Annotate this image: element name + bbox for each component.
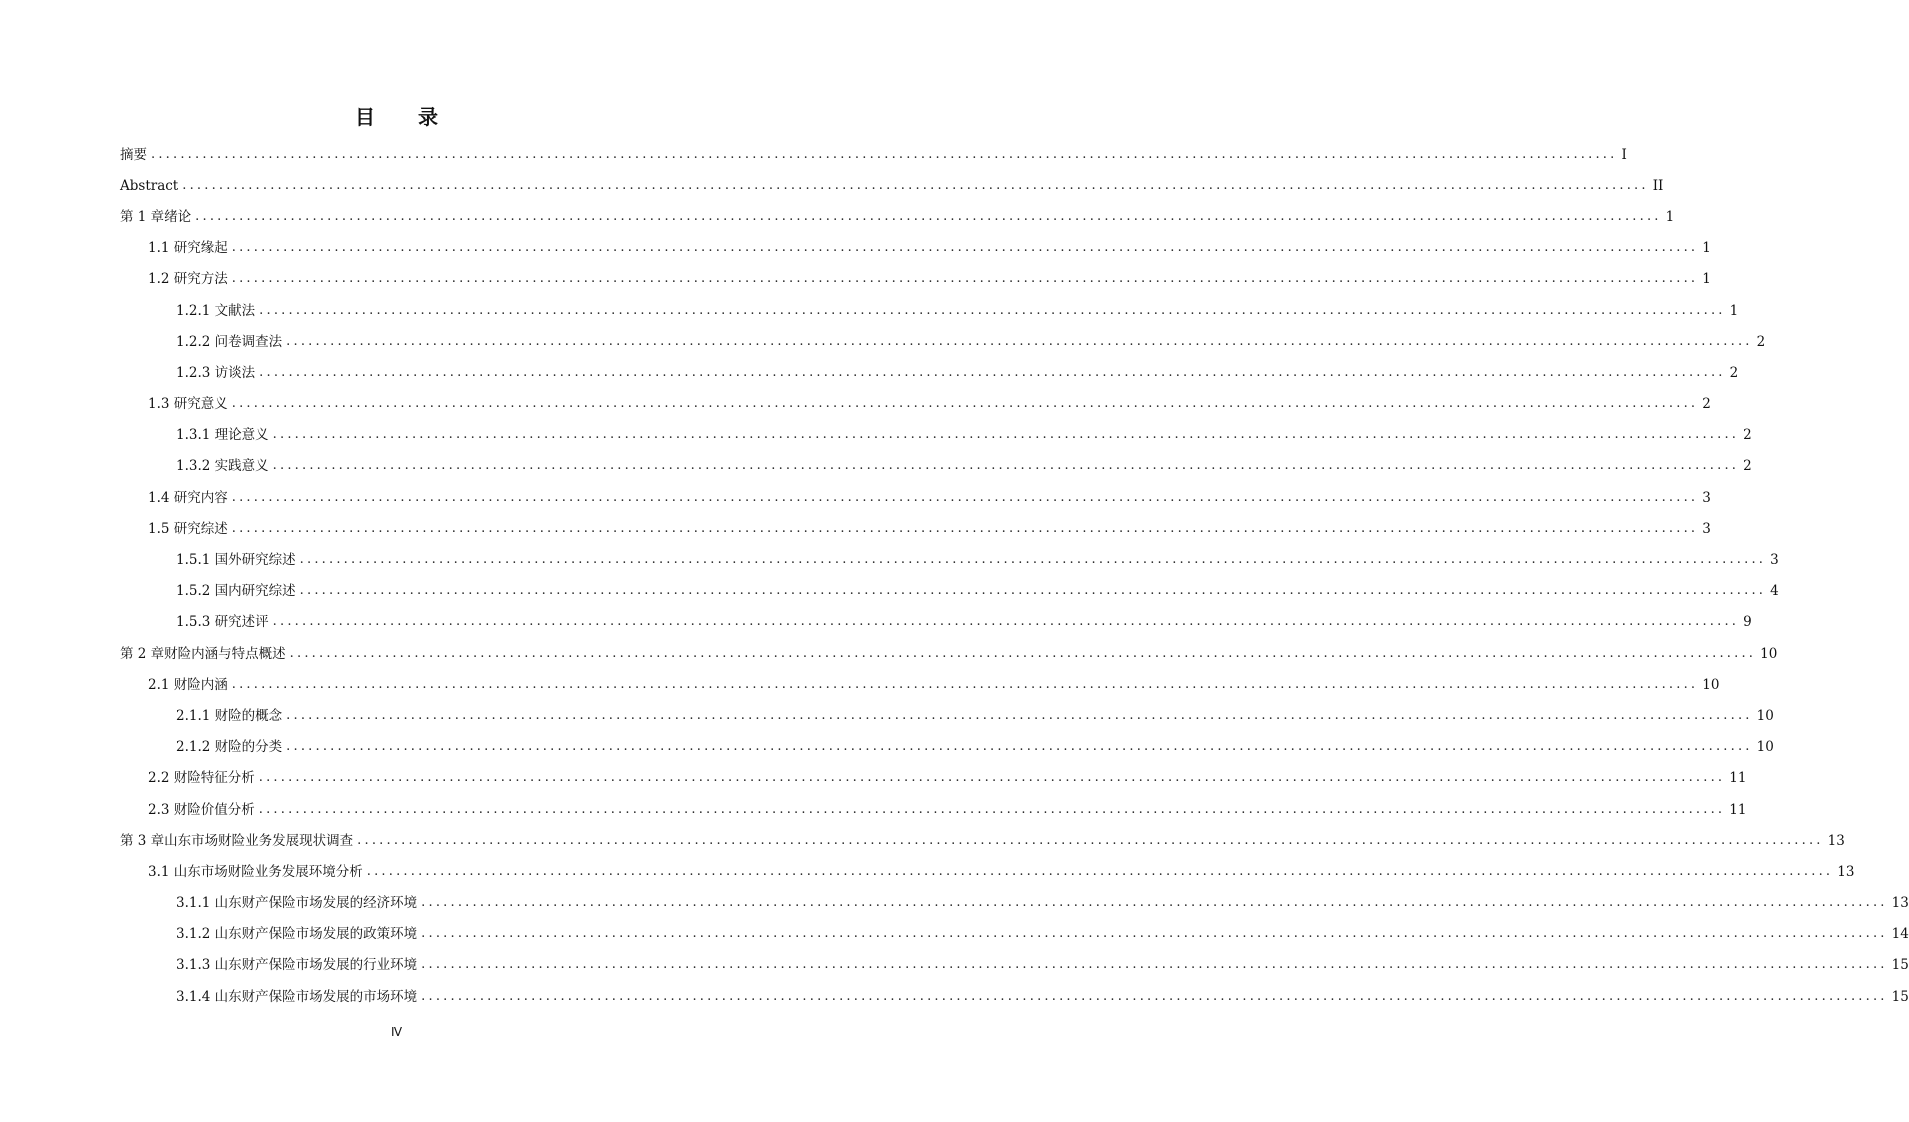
toc-entry-page: 2 — [1743, 458, 1752, 475]
toc-entry[interactable] — [0, 451, 1752, 482]
toc-entry[interactable] — [0, 170, 1664, 201]
toc-leader-dots: ........................................................................................................................................................................................................ — [258, 801, 1726, 817]
toc-leader-dots: ........................................................................................................................................................................................................ — [299, 583, 1767, 599]
toc-entry-label: 2.2 财险特征分析 — [148, 770, 255, 787]
toc-entry[interactable] — [0, 919, 1909, 950]
toc-entry[interactable] — [0, 544, 1779, 575]
toc-entry-label: 3.1.1 山东财产保险市场发展的经济环境 — [176, 895, 418, 912]
toc-entry-page: 11 — [1729, 801, 1747, 818]
toc-leader-dots: ........................................................................................................................................................................................................ — [286, 739, 1753, 755]
toc-leader-dots: ........................................................................................................................................................................................................ — [286, 707, 1753, 723]
toc-entry[interactable] — [0, 326, 1766, 357]
toc-entry-label: 1.5 研究综述 — [148, 520, 228, 537]
toc-leader-dots: ........................................................................................................................................................................................................ — [182, 177, 1649, 193]
toc-leader-dots: ........................................................................................................................................................................................................ — [272, 614, 1740, 630]
toc-entry-label: 2.3 财险价值分析 — [148, 801, 255, 818]
toc-entry-label: 第 3 章山东市场财险业务发展现状调查 — [120, 832, 354, 849]
toc-leader-dots: ........................................................................................................................................................................................................ — [259, 302, 1726, 318]
toc-entry-page: 2 — [1729, 364, 1739, 381]
toc-entry[interactable] — [0, 264, 1711, 295]
toc-entry-page: 1 — [1702, 271, 1711, 288]
toc-entry[interactable] — [0, 700, 1774, 731]
toc-entry-page: 13 — [1837, 863, 1855, 880]
toc-entry[interactable] — [0, 295, 1739, 326]
toc-leader-dots: ........................................................................................................................................................................................................ — [299, 552, 1767, 568]
toc-entry-page: 2 — [1756, 333, 1766, 350]
toc-entry[interactable] — [0, 420, 1752, 451]
toc-entry[interactable] — [0, 981, 1909, 1012]
toc-entry-label: 1.3 研究意义 — [148, 396, 228, 413]
toc-leader-dots: ........................................................................................................................................................................................................ — [289, 645, 1757, 661]
toc-entry-label: 1.2.2 问卷调查法 — [176, 333, 283, 350]
table-of-contents — [0, 139, 1909, 1012]
toc-entry[interactable] — [0, 357, 1739, 388]
toc-entry[interactable] — [0, 389, 1711, 420]
toc-entry-page: 3 — [1702, 489, 1711, 506]
toc-leader-dots: ........................................................................................................................................................................................................ — [231, 396, 1699, 412]
toc-leader-dots: ........................................................................................................................................................................................................ — [231, 240, 1699, 256]
toc-entry-page: 11 — [1729, 770, 1747, 787]
toc-entry-page: 1 — [1702, 240, 1711, 257]
toc-entry-label: Abstract — [120, 177, 179, 194]
toc-entry-label: 1.5.3 研究述评 — [176, 614, 269, 631]
toc-entry-page: 10 — [1702, 676, 1720, 693]
toc-entry-page: 4 — [1770, 583, 1779, 600]
toc-entry-label: 3.1.2 山东财产保险市场发展的政策环境 — [176, 926, 418, 943]
toc-entry[interactable] — [0, 825, 1845, 856]
toc-leader-dots: ........................................................................................................................................................................................................ — [231, 271, 1699, 287]
toc-entry[interactable] — [0, 856, 1855, 887]
toc-leader-dots: ........................................................................................................................................................................................................ — [259, 364, 1726, 380]
toc-leader-dots: ........................................................................................................................................................................................................ — [272, 427, 1740, 443]
toc-entry-page: 2 — [1702, 396, 1711, 413]
toc-entry-label: 第 2 章财险内涵与特点概述 — [120, 645, 286, 662]
toc-entry-page: 10 — [1756, 739, 1774, 756]
toc-entry[interactable] — [0, 669, 1720, 700]
toc-entry-page: 1 — [1665, 208, 1675, 225]
toc-entry-page: 3 — [1770, 552, 1779, 569]
toc-leader-dots: ........................................................................................................................................................................................................ — [421, 895, 1888, 911]
toc-entry[interactable] — [0, 139, 1627, 170]
toc-entry-label: 1.2 研究方法 — [148, 271, 228, 288]
toc-leader-dots: ........................................................................................................................................................................................................ — [231, 676, 1699, 692]
page-number: Ⅳ — [390, 1025, 403, 1039]
toc-entry-label: 3.1.3 山东财产保险市场发展的行业环境 — [176, 957, 418, 974]
toc-entry-label: 1.1 研究缘起 — [148, 240, 228, 257]
toc-leader-dots: ........................................................................................................................................................................................................ — [357, 832, 1824, 848]
toc-leader-dots: ........................................................................................................................................................................................................ — [272, 458, 1740, 474]
toc-entry-label: 第 1 章绪论 — [120, 208, 192, 225]
toc-entry-page: 1 — [1729, 302, 1739, 319]
toc-entry[interactable] — [0, 638, 1778, 669]
toc-entry-page: 13 — [1891, 895, 1909, 912]
toc-entry-label: 1.5.2 国内研究综述 — [176, 583, 296, 600]
toc-entry-label: 1.2.1 文献法 — [176, 302, 256, 319]
toc-entry-label: 2.1 财险内涵 — [148, 676, 228, 693]
toc-entry-page: 3 — [1702, 520, 1711, 537]
toc-entry[interactable] — [0, 732, 1774, 763]
toc-entry[interactable] — [0, 950, 1909, 981]
toc-entry-label: 1.2.3 访谈法 — [176, 364, 256, 381]
toc-entry[interactable] — [0, 233, 1711, 264]
toc-entry-page: 15 — [1891, 957, 1909, 974]
toc-entry-page: II — [1652, 177, 1664, 194]
toc-entry[interactable] — [0, 576, 1779, 607]
toc-leader-dots: ........................................................................................................................................................................................................ — [421, 957, 1888, 973]
toc-entry[interactable] — [0, 763, 1747, 794]
toc-leader-dots: ........................................................................................................................................................................................................ — [421, 988, 1888, 1004]
toc-entry-page: 9 — [1743, 614, 1752, 631]
toc-entry-page: 14 — [1891, 926, 1909, 943]
toc-entry[interactable] — [0, 607, 1752, 638]
toc-entry-label: 2.1.1 财险的概念 — [176, 707, 283, 724]
toc-entry-page: 2 — [1743, 427, 1752, 444]
toc-entry[interactable] — [0, 513, 1711, 544]
toc-leader-dots: ........................................................................................................................................................................................................ — [258, 770, 1726, 786]
toc-entry-label: 3.1.4 山东财产保险市场发展的市场环境 — [176, 988, 418, 1005]
toc-leader-dots: ........................................................................................................................................................................................................ — [195, 208, 1662, 224]
toc-title: 目 录 — [355, 105, 456, 129]
toc-leader-dots: ........................................................................................................................................................................................................ — [366, 863, 1834, 879]
toc-leader-dots: ........................................................................................................................................................................................................ — [286, 333, 1753, 349]
toc-entry[interactable] — [0, 794, 1747, 825]
toc-entry-page: 10 — [1760, 645, 1778, 662]
toc-entry[interactable] — [0, 201, 1675, 232]
toc-entry-label: 1.3.2 实践意义 — [176, 458, 269, 475]
toc-entry-page: I — [1621, 146, 1627, 163]
toc-entry-label: 1.4 研究内容 — [148, 489, 228, 506]
toc-entry[interactable] — [0, 888, 1909, 919]
toc-entry-page: 13 — [1827, 832, 1845, 849]
toc-leader-dots: ........................................................................................................................................................................................................ — [421, 926, 1888, 942]
toc-entry-label: 摘要 — [120, 146, 147, 163]
toc-entry-page: 10 — [1756, 707, 1774, 724]
toc-entry-label: 1.3.1 理论意义 — [176, 427, 269, 444]
toc-entry-page: 15 — [1891, 988, 1909, 1005]
toc-leader-dots: ........................................................................................................................................................................................................ — [151, 146, 1618, 162]
toc-entry-label: 2.1.2 财险的分类 — [176, 739, 283, 756]
toc-leader-dots: ........................................................................................................................................................................................................ — [231, 489, 1699, 505]
toc-entry-label: 1.5.1 国外研究综述 — [176, 552, 296, 569]
toc-entry[interactable] — [0, 482, 1711, 513]
toc-leader-dots: ........................................................................................................................................................................................................ — [231, 520, 1699, 536]
toc-entry-label: 3.1 山东市场财险业务发展环境分析 — [148, 863, 363, 880]
